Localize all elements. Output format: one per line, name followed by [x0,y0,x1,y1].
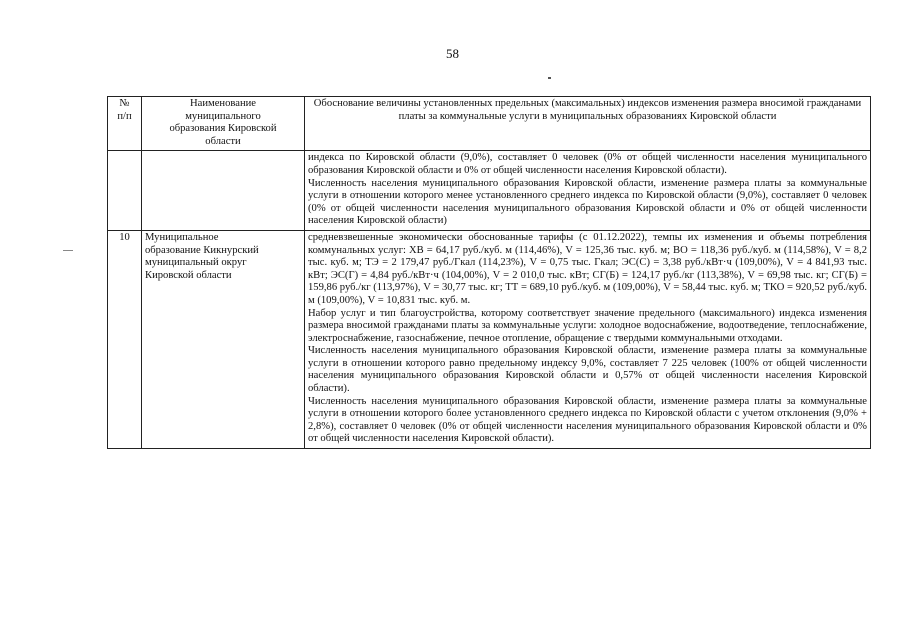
cell-justification [305,230,871,448]
cell-number-empty [108,151,142,231]
table-header-row [108,97,871,151]
paragraph: Численность населения муниципального образования Кировской области, изменение размера платы за коммунальные услуги в отношении которого равно предельному индексу 9,0%, составляет 7 225 человек (100% от общей численности населения муниципального образования Кировской области и 0,57% от общей численности населения Кировской области). [308,345,867,395]
cell-municipality-name: Муниципальное образование Кикнурский муниципальный округ Кировской области [142,230,305,448]
header-number: № п/п [108,97,142,151]
paragraph: Численность населения муниципального образования Кировской области, изменение размера платы за коммунальные услуги в отношении которого более установленного среднего индекса по Кировской области с учетом отклонения (9,0% + 2,8%), составляет 0 человек (0% от общей численности населения муниципального образования Кировской области и 0% от общей численности населения Кировской области). [308,395,867,445]
table-row-10 [108,230,871,448]
page-number: 58 [446,46,459,61]
cell-number: 10 [108,230,142,448]
scan-speck [548,77,551,79]
paragraph: индекса по Кировской области (9,0%), составляет 0 человек (0% от общей численности населения муниципального образования Кировской области и 0% от общей численности населения Кировской области). [308,152,867,176]
cell-justification [305,151,871,231]
header-municipality-name: Наименование муниципального образования Кировской области [142,97,305,151]
scan-margin-mark [63,250,73,251]
cell-name-empty [142,151,305,231]
paragraph: Численность населения муниципального образования Кировской области, изменение размера платы за коммунальные услуги в отношении которого менее установленного среднего индекса по Кировской области (9,0%), составляет 0 человек (0% от общей численности населения муниципального образования Кировской области и 0% от общей численности населения Кировской области) [308,177,867,227]
paragraph: средневзвешенные экономически обоснованные тарифы (с 01.12.2022), темпы их изменения и объемы потребления коммунальных услуг: ХВ = 64,17 руб./куб. м (114,46%), V = 125,36 тыс. куб. м; ВО = 118,36 руб./куб. м (114,58%), V = 8,2 тыс. куб. м; ТЭ = 2 179,47 руб./Гкал (114,23%), V = 0,75 тыс. Гкал; ЭС(С) = 3,38 руб./кВт·ч (109,00%), V = 4 841,93 тыс. кВт; ЭС(Г) = 4,84 руб./кВт·ч (104,00%), V = 2 010,0 тыс. кВт; СГ(Б) = 124,17 руб./кг (113,38%), V = 69,98 тыс. кг; СГ(Б) = 159,86 руб./кг (113,97%), V = 30,77 тыс. кг; ТТ = 689,10 руб./куб. м (109,00%), V = 58,44 тыс. куб. м; ТКО = 920,52 руб./куб. м (109,00%), V = 10,831 тыс. куб. м. [308,231,867,306]
header-justification: Обоснование величины установленных предельных (максимальных) индексов изменения размера вносимой гражданами платы за коммунальные услуги в муниципальных образованиях Кировской области [305,97,871,151]
table-row-continuation [108,151,871,231]
paragraph: Набор услуг и тип благоустройства, которому соответствует значение предельного (максимального) индекса изменения размера вносимой гражданами платы за коммунальные услуги: холодное водоснабжение, водоотведение, теплоснабжение, электроснабжение, газоснабжение, печное отопление, обращение с твердыми коммунальными отходами. [308,307,867,344]
tariff-index-table [107,96,871,449]
